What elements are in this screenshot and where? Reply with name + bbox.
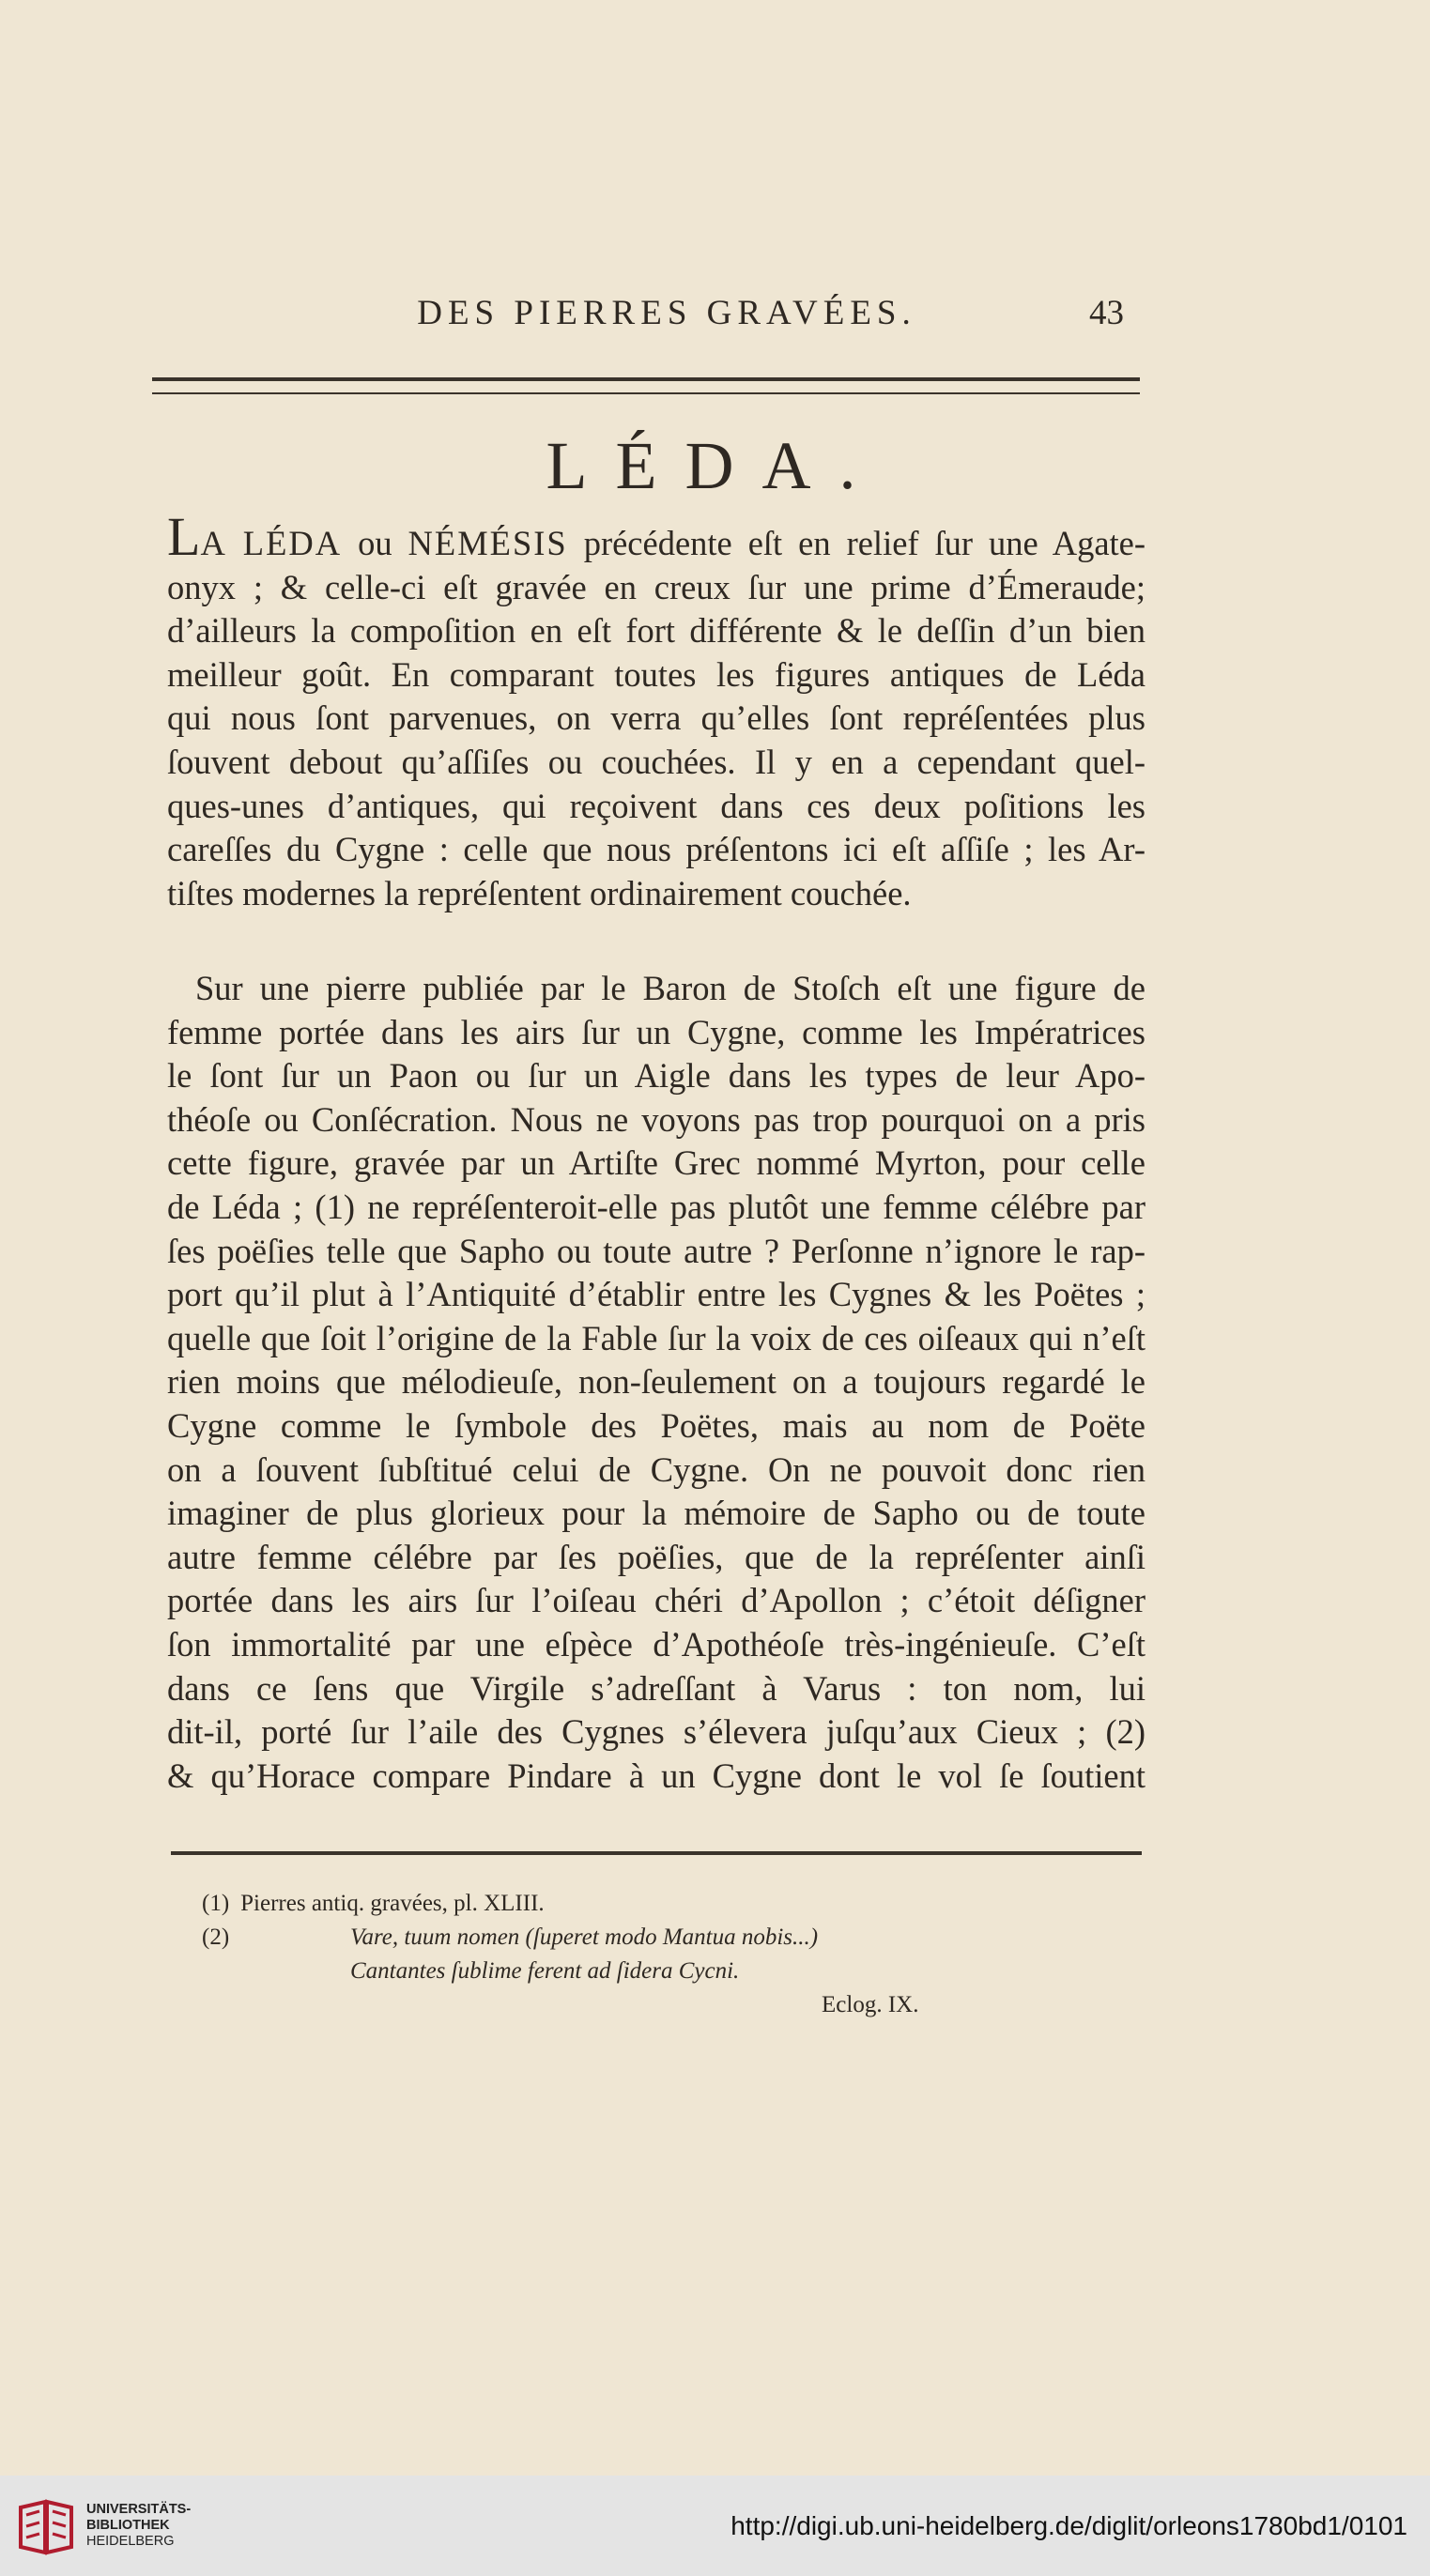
permalink-url[interactable]: http://digi.ub.uni-heidelberg.de/diglit/orleons1780bd1/0101: [730, 2511, 1407, 2540]
library-name: UNIVERSITÄTS- BIBLIOTHEK HEIDELBERG: [86, 2502, 192, 2549]
paragraph-2-line: portée dans les airs ſur l’oiſeau chéri d’Apollon ; c’étoit déſigner: [167, 1581, 1146, 1620]
paragraph-2-line: ſon immortalité par une eſpèce d’Apothéoſe très-ingénieuſe. C’eſt: [167, 1624, 1146, 1664]
footnote-2-line-2: Cantantes ſublime ferent ad ſidera Cycni.: [350, 1958, 740, 1984]
viewer-footer: [0, 2476, 1430, 2576]
paragraph-2-line: rien moins que mélodieuſe, non-ſeulement on a toujours regardé le: [167, 1362, 1146, 1402]
library-logo-icon: [17, 2498, 75, 2556]
paragraph-2-line: théoſe ou Conſécration. Nous ne voyons pas trop pourquoi on a pris: [167, 1099, 1146, 1139]
paragraph-2-line: & qu’Horace compare Pindare à un Cygne dont le vol ſe ſoutient: [167, 1756, 1146, 1795]
footnote-1: [202, 1887, 1047, 1921]
paragraph-2-line: port qu’il plut à l’Antiquité d’établir entre les Cygnes & les Poëtes ;: [167, 1275, 1146, 1314]
header-rule: [152, 377, 1140, 394]
paragraph-1-line: onyx ; & celle-ci eſt gravée en creux ſur une prime d’Émeraude;: [167, 567, 1146, 606]
paragraph-2-line: quelle que ſoit l’origine de la Fable ſur la voix de ces oiſeaux qui n’eſt: [167, 1318, 1146, 1357]
paragraph-1-line: tiſtes modernes la repréſentent ordinairement couchée.: [167, 873, 912, 912]
footnote-1-text: Pierres antiq. gravées, pl. XLIII.: [240, 1891, 545, 1916]
paragraph-2-line: dit-il, porté ſur l’aile des Cygnes s’élevera juſqu’aux Cieux ; (2): [167, 1712, 1146, 1752]
footnote-rule: [171, 1851, 1142, 1855]
footnote-2-reference: Eclog. IX.: [822, 1992, 919, 2017]
footnote-2: [202, 1921, 1047, 1955]
paragraph-2-line: on a ſouvent ſubſtitué celui de Cygne. On ne pouvoit donc rien: [167, 1449, 1146, 1489]
paragraph-2-line: Cygne comme le ſymbole des Poëtes, mais au nom de Poëte: [167, 1405, 1146, 1445]
paragraph-2-line: de Léda ; (1) ne repréſenteroit-elle pas plutôt une femme célébre par: [167, 1187, 1146, 1226]
paragraph-1-line: qui nous ſont parvenues, on verra qu’elles ſont repréſentées plus: [167, 698, 1146, 738]
paragraph-1-line: meilleur goût. En comparant toutes les figures antiques de Léda: [167, 654, 1146, 694]
paragraph-2-line: Sur une pierre publiée par le Baron de Stoſch eſt une figure de: [195, 969, 1146, 1007]
paragraph-2-line: dans ce ſens que Virgile s’adreſſant à Varus : ton nom, lui: [167, 1668, 1146, 1708]
paragraph-1-line: d’ailleurs la compoſition en eſt fort différente & le deſſin d’un bien: [167, 611, 1146, 651]
paragraph-2-line: cette figure, gravée par un Artiſte Grec nommé Myrton, pour celle: [167, 1143, 1146, 1183]
paragraph-2-line: autre femme célébre par ſes poëſies, que de la repréſenter ainſi: [167, 1537, 1146, 1576]
footnote-2-number: (2): [202, 1924, 230, 1950]
paragraph-2-line: femme portée dans les airs ſur un Cygne, comme les Impératrices: [167, 1012, 1146, 1051]
footnote-1-number: (1): [202, 1891, 230, 1916]
drop-cap: L: [167, 506, 201, 567]
paragraph-1-line: ſouvent debout qu’aſſiſes ou couchées. Il y en a cependant quel-: [167, 742, 1146, 781]
paragraph-1-line: careſſes du Cygne : celle que nous préſentons ici eſt aſſiſe ; les Ar-: [167, 830, 1146, 869]
footnotes: [202, 1887, 1047, 2022]
running-head: DES PIERRES GRAVÉES.: [417, 294, 916, 332]
section-heading: LÉDA.: [546, 428, 884, 503]
university-library-logo[interactable]: [17, 2498, 75, 2556]
paragraph-2-line: ſes poëſies telle que Sapho ou toute autre ? Perſonne n’ignore le rap-: [167, 1231, 1146, 1270]
paragraph-2: [167, 967, 1146, 1798]
paragraph-1: [167, 506, 1146, 915]
paragraph-2-line: imaginer de plus glorieux pour la mémoire de Sapho ou de toute: [167, 1494, 1146, 1533]
footnote-2-line-1: Vare, tuum nomen (ſuperet modo Mantua nobis...): [350, 1924, 819, 1950]
paragraph-1-line: ques-unes d’antiques, qui reçoivent dans ces deux poſitions les: [167, 786, 1146, 825]
paragraph-1-line: LA LÉDA ou NÉMÉSIS précédente eſt en relief ſur une Agate-: [167, 506, 1146, 567]
page-number: 43: [1089, 294, 1124, 332]
paragraph-2-line: le ſont ſur un Paon ou ſur un Aigle dans les types de leur Apo-: [167, 1056, 1146, 1096]
